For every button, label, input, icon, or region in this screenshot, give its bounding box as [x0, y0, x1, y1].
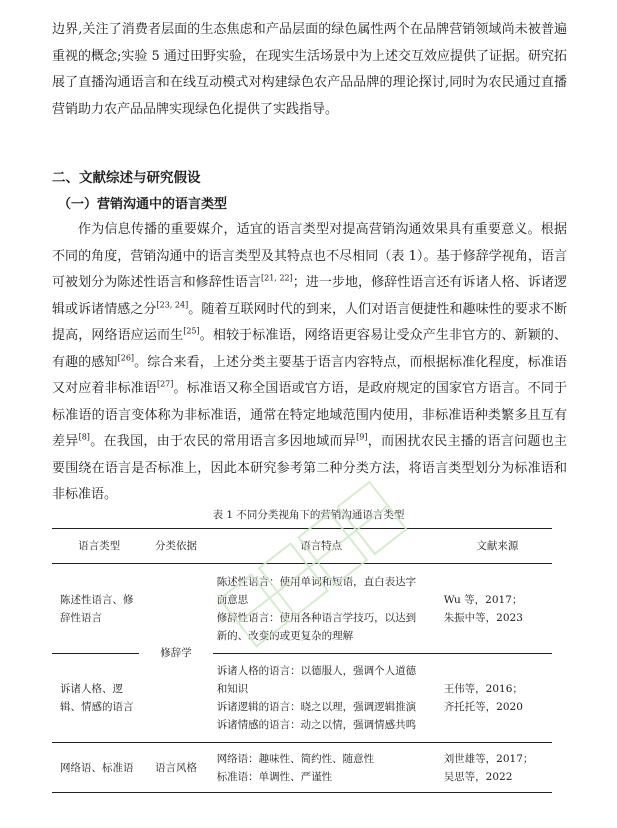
language-feature-cell — [213, 743, 430, 793]
header-cell: 文献来源 — [430, 529, 552, 564]
header-cell: 分类依据 — [139, 529, 212, 564]
source-line: 刘世雄等，2017； — [443, 752, 534, 765]
language-type-cell: 网络语、标准语 — [52, 743, 139, 793]
feature-line: 诉诸人格的语言：以德服人，强调个人道德和知识 — [216, 665, 417, 695]
language-type-cell: 诉诸人格、逻辑、情感的语言 — [52, 654, 139, 743]
citation: [8] — [78, 432, 90, 442]
table-row — [52, 564, 552, 654]
feature-line: 修辞性语言：使用各种语言学技巧，以达到新的、改变的或更复杂的理解 — [216, 611, 417, 642]
source-line: 齐托托等，2020 — [443, 701, 523, 713]
intro-paragraph: 边界,关注了消费者层面的生态焦虑和产品层面的绿色属性两个在品牌营销领域尚未被普遍重视的概念;实验 5 通过田野实验，在现实生活场景中为上述交互效应提供了证据。研究拓展了直播沟通语言和在线互动模式对构建绿色农产品品牌的理论探讨,同时为农民通过直播营销助力农产品品牌实现绿色化提供了实践指导。 — [52, 22, 567, 117]
source-cell — [430, 743, 552, 793]
source-line: Wu 等，2017； — [443, 593, 523, 606]
language-feature-cell — [213, 654, 430, 743]
table-header-row — [52, 529, 552, 564]
header-cell: 语言类型 — [52, 529, 139, 564]
feature-line: 诉诸情感的语言：动之以情，强调情感共鸣 — [216, 719, 417, 731]
language-type-table — [52, 528, 552, 793]
source-line: 朱振中等，2023 — [443, 611, 523, 624]
feature-line: 标准语：单调性、严谨性 — [216, 770, 333, 783]
table-caption: 表 1 不同分类视角下的营销沟通语言类型 — [212, 509, 405, 521]
subsection-heading: （一）营销沟通中的语言类型 — [58, 197, 228, 212]
citation: [26] — [117, 353, 135, 363]
feature-line: 陈述性语言：使用单词和短语，直白表达字面意思 — [216, 575, 417, 606]
citation: [23, 24] — [156, 300, 189, 310]
classification-basis-cell: 修辞学 — [160, 647, 192, 659]
section-heading: 二、文献综述与研究假设 — [52, 170, 201, 186]
source-line: 吴思等，2022 — [443, 770, 513, 783]
citation: [25] — [183, 326, 200, 336]
citation: [21, 22] — [261, 273, 293, 283]
table-row — [52, 743, 552, 793]
source-cell — [430, 654, 552, 743]
source-cell — [430, 564, 552, 654]
feature-line: 诉诸逻辑的语言：晓之以理，强调逻辑推演 — [216, 701, 417, 713]
table-row — [52, 654, 552, 743]
feature-line: 网络语：趣味性、简约性、随意性 — [216, 752, 375, 765]
citation: [9] — [356, 432, 368, 442]
classification-basis-cell: 语言风格 — [139, 743, 212, 793]
source-line: 王伟等，2016； — [443, 683, 523, 695]
body-paragraph: 作为信息传播的重要媒介，适宜的语言类型对提高营销沟通效果具有重要意义。根据不同的角度，营销沟通中的语言类型及其特点也不尽相同（表 1）。基于修辞学视角，语言可被划分为陈述性语言和修辞性语言[21, 22]；进一步地，修辞性语言还有诉诸人格、诉诸逻辑或诉诸情感之分[23, 24]。随着互联网时代的到来，人们对语言便捷性和趣味性的要求不断提高，网络语应运而生[25]。相较于标准语，网络语更容易让受众产生非官方的、新颖的、有趣的感知[26]。综合来看，上述分类主要基于语言内容特点，而根据标准化程度，标准语又对应着非标准语[27]。标准语又称全国语或官方语，是政府规定的国家官方语言。不同于标准语的语言变体称为非标准语，通常在特定地域范围内使用，非标准语种类繁多且互有差异[8]。在我国，由于农民的常用语言多因地域而异[9]，而困扰农民主播的语言问题也主要围绕在语言是否标准上，因此本研究参考第二种分类方法，将语言类型划分为标准语和非标准语。 — [52, 222, 567, 502]
language-type-cell: 陈述性语言、修辞性语言 — [60, 593, 134, 624]
language-feature-cell — [213, 564, 430, 654]
citation: [27] — [156, 379, 174, 389]
header-cell: 语言特点 — [213, 529, 430, 564]
